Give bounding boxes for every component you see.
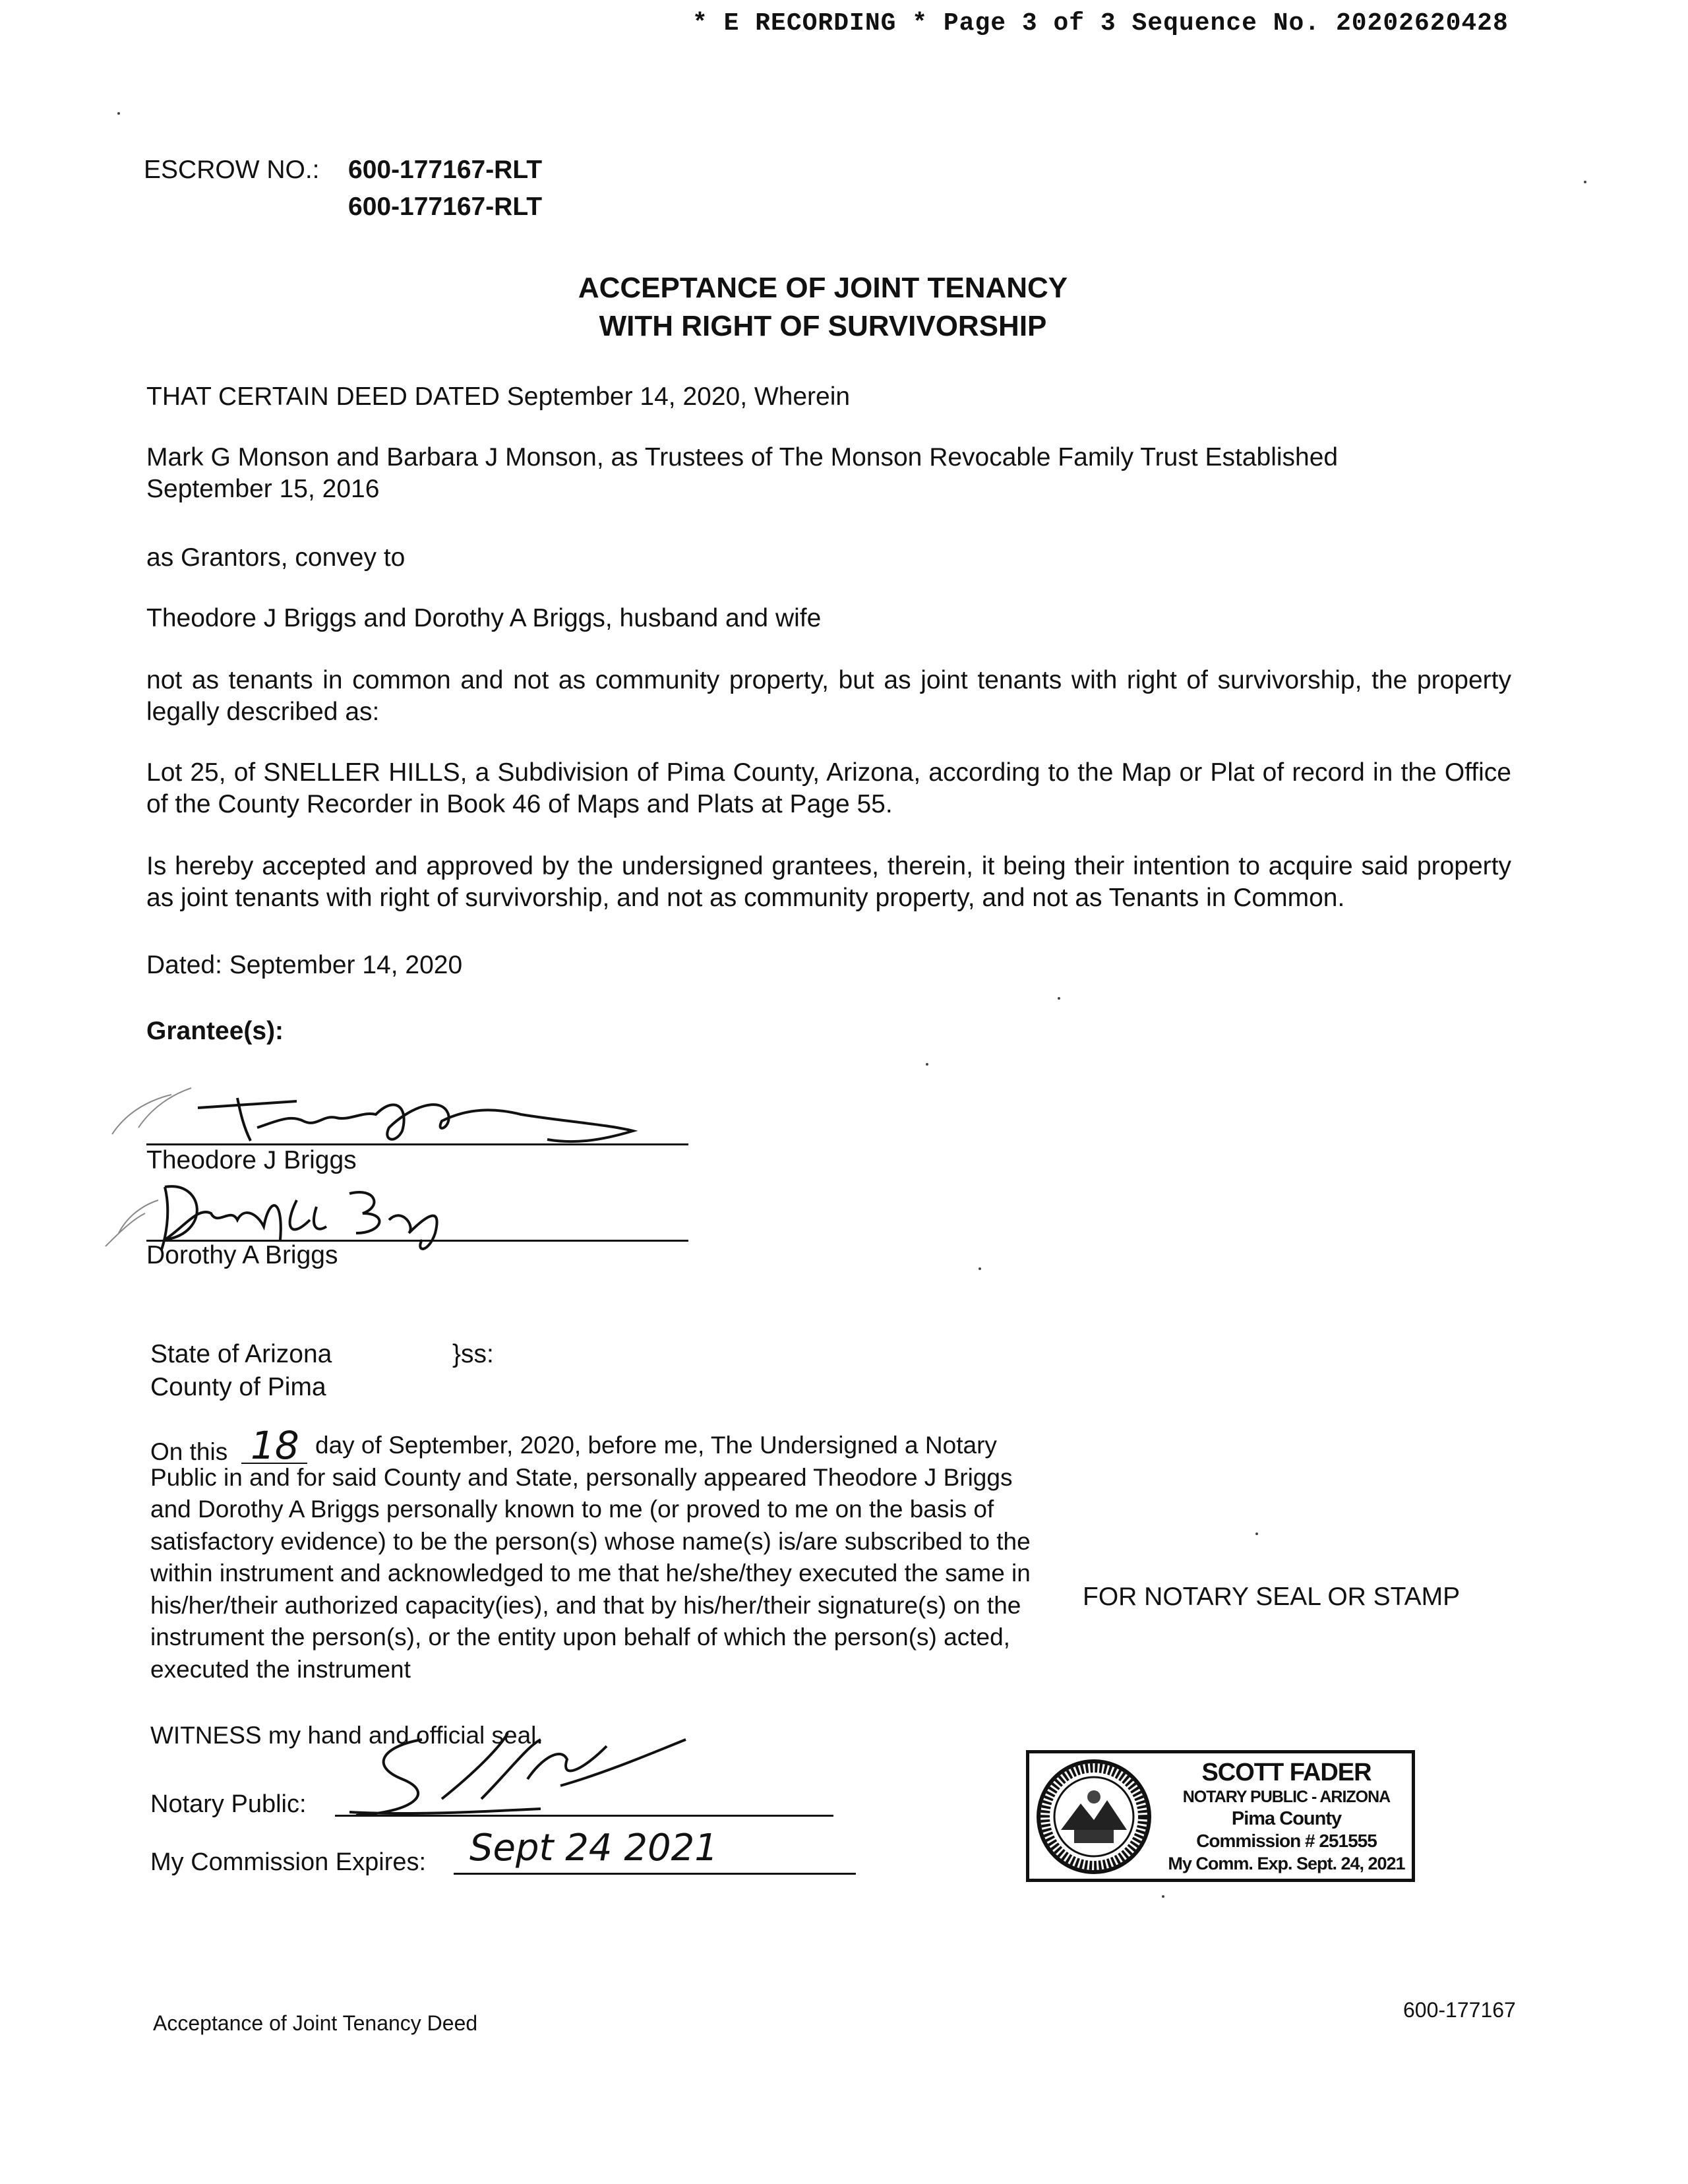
dated-line: Dated: September 14, 2020 [146, 951, 463, 979]
venue-county: County of Pima [150, 1373, 326, 1401]
scan-speck [926, 1063, 928, 1066]
theodore-signature [99, 1068, 692, 1154]
stamp-name: SCOTT FADER [1201, 1759, 1372, 1786]
escrow-number-1: 600-177167-RLT [348, 156, 543, 184]
footer-right: 600-177167 [1403, 1998, 1516, 2022]
legal-description-paragraph: Lot 25, of SNELLER HILLS, a Subdivision of Pima County, Arizona, according to the Map or Plat of record in the Office of the County Recorder in Book 46 of Maps and Plats at Page 55. [146, 758, 1511, 818]
stamp-title: NOTARY PUBLIC - ARIZONA [1182, 1788, 1391, 1806]
grantors-paragraph: Mark G Monson and Barbara J Monson, as Trustees of The Monson Revocable Family Trust Established September 15, 2016 [146, 443, 1339, 503]
venue-ss: }ss: [452, 1340, 494, 1368]
venue-state: State of Arizona [150, 1340, 332, 1368]
scan-speck [1255, 1532, 1258, 1535]
notary-signature-line [335, 1815, 833, 1817]
commission-expires-label: My Commission Expires: [150, 1848, 427, 1876]
handwritten-commission-date: Sept 24 2021 [469, 1827, 718, 1869]
notary-public-label: Notary Public: [150, 1790, 307, 1818]
stamp-expires: My Comm. Exp. Sept. 24, 2021 [1168, 1854, 1405, 1873]
notary-acknowledgment: day of September, 2020, before me, The Undersigned a Notary Public in and for said County and State, personally appeared Theodore J Briggs and Dorothy A Briggs personally known to me (or proved to me on the basis of satisfactory evidence) to be the person(s) whose name(s) is/are subscribed to the within instrument and acknowledged to me that he/she/they executed the same in his/her/their authorized capacity(ies), and that by his/her/their signature(s) on the instrument the person(s), or the entity upon behalf of which the person(s) acted, executed the instrument [150, 1432, 1031, 1683]
scan-speck [117, 112, 120, 115]
signer-name-2: Dorothy A Briggs [146, 1241, 338, 1269]
tenancy-paragraph: not as tenants in common and not as community property, but as joint tenants with right of survivorship, the property legally described as: [146, 666, 1511, 726]
scan-speck [1584, 181, 1586, 183]
deed-dated-paragraph: THAT CERTAIN DEED DATED September 14, 2020, Wherein [146, 382, 851, 411]
handwritten-day: 18 [251, 1423, 299, 1468]
document-title-line2: WITH RIGHT OF SURVIVORSHIP [599, 310, 1047, 342]
grantees-paragraph: Theodore J Briggs and Dorothy A Briggs, husband and wife [146, 604, 822, 632]
recording-header: * E RECORDING * Page 3 of 3 Sequence No. 20202620428 [692, 9, 1509, 38]
grantees-heading: Grantee(s): [146, 1017, 284, 1045]
stamp-commission: Commission # 251555 [1196, 1831, 1377, 1851]
signer-name-1: Theodore J Briggs [146, 1146, 357, 1174]
notary-stamp [1026, 1750, 1415, 1882]
commission-line [454, 1873, 856, 1875]
witness-line: WITNESS my hand and official seal. [150, 1722, 543, 1749]
escrow-number-2: 600-177167-RLT [348, 193, 543, 221]
scan-speck [1162, 1895, 1164, 1898]
footer-left: Acceptance of Joint Tenancy Deed [153, 2011, 478, 2035]
escrow-label: ESCROW NO.: [144, 156, 320, 184]
stamp-county: Pima County [1231, 1808, 1342, 1829]
seal-label: FOR NOTARY SEAL OR STAMP [1083, 1583, 1461, 1611]
stamp-text-block [1161, 1759, 1412, 1875]
document-title-line1: ACCEPTANCE OF JOINT TENANCY [578, 272, 1068, 304]
arizona-seal-icon [1035, 1757, 1153, 1876]
scan-speck [1058, 997, 1060, 1000]
as-grantors-paragraph: as Grantors, convey to [146, 543, 406, 572]
on-this-label: On this [150, 1438, 228, 1465]
scan-speck [979, 1267, 981, 1270]
acceptance-paragraph: Is hereby accepted and approved by the undersigned grantees, therein, it being their intention to acquire said property as joint tenants with right of survivorship, and not as community property, and not as Tenants in Common. [146, 852, 1511, 912]
